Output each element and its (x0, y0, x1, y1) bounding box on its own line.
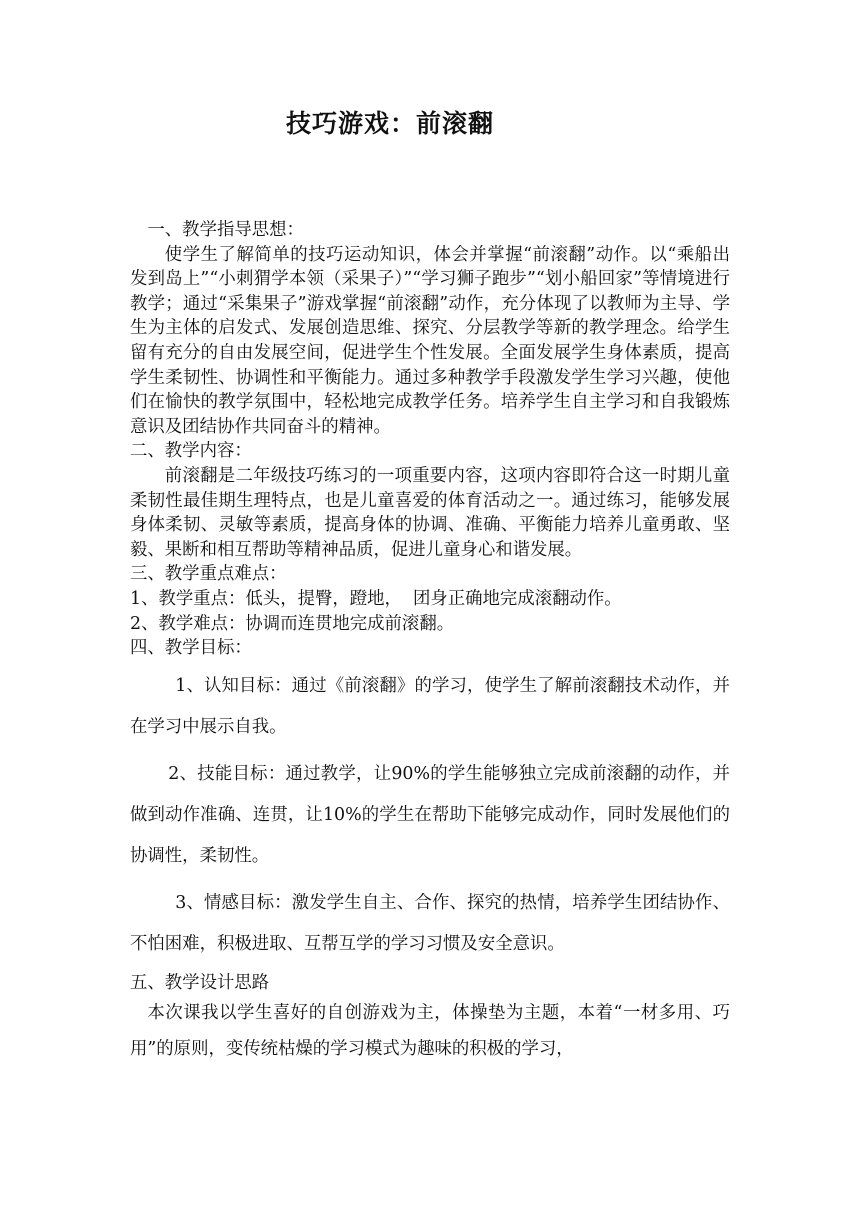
paragraph-guiding-thought: 使学生了解简单的技巧运动知识，体会并掌握“前滚翻”动作。以“乘船出发到岛上”“小刺猬学本领（采果子）”“学习狮子跑步”“划小船回家”等情境进行教学；通过“采集果子”游戏掌握“前滚翻”动作，充分体现了以教师为主导、学生为主体的启发式、发展创造思维、探究、分层教学等新的教学理念。给学生留有充分的自由发展空间，促进学生个性发展。全面发展学生身体素质，提高学生柔韧性、协调性和平衡能力。通过多种教学手段激发学生学习兴趣，使他们在愉快的教学氛围中，轻松地完成教学任务。培养学生自主学习和自我锻炼意识及团结协作共同奋斗的精神。 (130, 244, 730, 437)
difficulty-item: 2、教学难点：协调而连贯地完成前滚翻。 (130, 613, 455, 634)
section-heading-guiding-thought: 一、教学指导思想： (147, 220, 304, 240)
paragraph-design-idea: 本次课我以学生喜好的自创游戏为主，体操垫为主题，本着“一材多用、巧用”的原则，变传统枯燥的学习模式为趣味的积极的学习， (130, 1003, 730, 1060)
section-heading-design-idea: 五、教学设计思路 (130, 972, 270, 993)
goal-cognitive: 1、认知目标：通过《前滚翻》的学习，使学生了解前滚翻技术动作，并在学习中展示自我。 (130, 675, 730, 737)
section-heading-teaching-goals: 四、教学目标： (130, 638, 252, 659)
goal-affective: 3、情感目标：激发学生自主、合作、探究的热情，培养学生团结协作、不怕困难，积极进取、互帮互学的学习习惯及安全意识。 (130, 892, 730, 954)
document-title: 技巧游戏：前滚翻 (285, 109, 494, 138)
goal-skill: 2、技能目标：通过教学，让90%的学生能够独立完成前滚翻的动作，并做到动作准确、连贯，让10%的学生在帮助下能够完成动作，同时发展他们的协调性，柔韧性。 (130, 763, 730, 866)
key-point-item: 1、教学重点：低头，提臀，蹬地， 团身正确地完成滚翻动作。 (130, 588, 622, 609)
section-heading-teaching-content: 二、教学内容： (130, 441, 252, 462)
section-heading-key-points: 三、教学重点难点： (130, 564, 287, 585)
document-body (130, 218, 730, 1067)
paragraph-teaching-content: 前滚翻是二年级技巧练习的一项重要内容，这项内容即符合这一时期儿童柔韧性最佳期生理特点，也是儿童喜爱的体育活动之一。通过练习，能够发展身体柔韧、灵敏等素质，提高身体的协调、准确、平衡能力培养儿童勇敢、坚毅、果断和相互帮助等精神品质，促进儿童身心和谐发展。 (130, 465, 730, 560)
